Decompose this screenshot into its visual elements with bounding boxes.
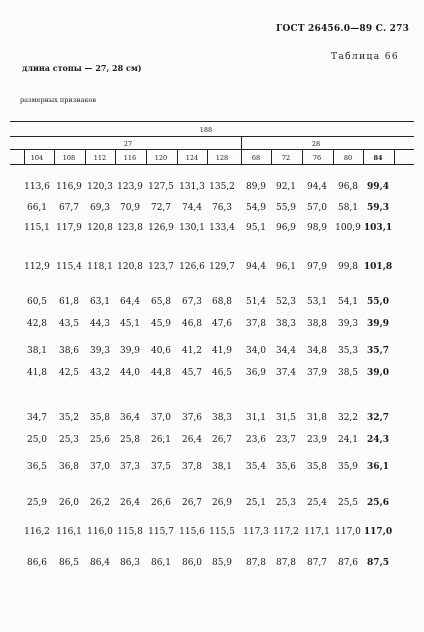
table-cell: 60,5 — [26, 297, 48, 307]
table-cell: 89,9 — [245, 182, 267, 192]
table-cell: 66,1 — [26, 203, 48, 213]
table-cell: 115,5 — [209, 527, 235, 537]
table-label: Таблица 66 — [331, 52, 399, 62]
table-cell: 38,3 — [275, 319, 297, 329]
table-cell: 25,3 — [58, 435, 80, 445]
table-cell: 43,5 — [58, 319, 80, 329]
table-cell: 36,1 — [367, 462, 389, 472]
column-divider — [271, 149, 272, 164]
table-cell: 67,3 — [181, 297, 203, 307]
table-cell: 58,1 — [337, 203, 359, 213]
column-header: 108 — [62, 154, 76, 162]
table-cell: 87,6 — [337, 558, 359, 568]
column-divider — [394, 149, 395, 164]
table-cell: 35,6 — [275, 462, 297, 472]
group-header: 188 — [199, 126, 213, 134]
table-cell: 95,1 — [245, 223, 267, 233]
column-header: 80 — [343, 154, 353, 162]
table-cell: 39,0 — [367, 368, 389, 378]
table-cell: 32,2 — [337, 413, 359, 423]
table-cell: 37,8 — [181, 462, 203, 472]
table-cell: 25,9 — [26, 498, 48, 508]
column-divider — [146, 149, 147, 164]
table-cell: 127,5 — [148, 182, 174, 192]
table-cell: 35,9 — [337, 462, 359, 472]
table-cell: 87,8 — [245, 558, 267, 568]
table-cell: 35,8 — [306, 462, 328, 472]
table-cell: 130,1 — [179, 223, 205, 233]
table-cell: 117,9 — [56, 223, 82, 233]
table-cell: 70,9 — [119, 203, 141, 213]
table-cell: 54,1 — [337, 297, 359, 307]
table-cell: 117,1 — [304, 527, 330, 537]
table-cell: 35,4 — [245, 462, 267, 472]
table-cell: 57,0 — [306, 203, 328, 213]
table-top-rule — [10, 121, 414, 122]
table-cell: 26,4 — [119, 498, 141, 508]
table-cell: 87,7 — [306, 558, 328, 568]
table-cell: 39,3 — [337, 319, 359, 329]
table-cell: 34,7 — [26, 413, 48, 423]
table-cell: 86,6 — [26, 558, 48, 568]
table-cell: 38,1 — [211, 462, 233, 472]
table-cell: 45,1 — [119, 319, 141, 329]
column-header: 116 — [123, 154, 137, 162]
table-cell: 86,0 — [181, 558, 203, 568]
table-cell: 101,8 — [363, 262, 393, 272]
table-cell: 41,8 — [26, 368, 48, 378]
table-cell: 99,4 — [367, 182, 389, 192]
column-divider — [177, 149, 178, 164]
column-divider — [54, 149, 55, 164]
table-cell: 100,9 — [335, 223, 361, 233]
table-cell: 87,8 — [275, 558, 297, 568]
table-cell: 26,7 — [181, 498, 203, 508]
gost-header: ГОСТ 26456.0—89 С. 273 — [276, 24, 410, 34]
table-cell: 25,0 — [26, 435, 48, 445]
table-cell: 25,5 — [337, 498, 359, 508]
table-cell: 31,8 — [306, 413, 328, 423]
table-cell: 44,3 — [89, 319, 111, 329]
table-cell: 36,4 — [119, 413, 141, 423]
table-cell: 43,2 — [89, 368, 111, 378]
table-cell: 117,0 — [335, 527, 361, 537]
table-cell: 64,4 — [119, 297, 141, 307]
table-cell: 34,4 — [275, 346, 297, 356]
table-cell: 86,5 — [58, 558, 80, 568]
table-cell: 35,2 — [58, 413, 80, 423]
table-cell: 117,3 — [243, 527, 269, 537]
column-header: 72 — [281, 154, 291, 162]
column-header: 124 — [185, 154, 199, 162]
table-cell: 98,9 — [306, 223, 328, 233]
table-cell: 115,1 — [24, 223, 50, 233]
table-cell: 94,4 — [306, 182, 328, 192]
table-cell: 94,4 — [245, 262, 267, 272]
table-cell: 117,2 — [273, 527, 299, 537]
subgroup-header-27: 27 — [123, 140, 133, 148]
column-divider — [302, 149, 303, 164]
table-cell: 34,8 — [306, 346, 328, 356]
column-divider — [363, 149, 364, 164]
section-caption: размерных признаков — [20, 96, 97, 104]
table-cell: 34,0 — [245, 346, 267, 356]
table-cell: 113,6 — [24, 182, 50, 192]
table-cell: 37,9 — [306, 368, 328, 378]
table-cell: 37,8 — [245, 319, 267, 329]
table-cell: 97,9 — [306, 262, 328, 272]
table-cell: 24,1 — [337, 435, 359, 445]
table-cell: 37,4 — [275, 368, 297, 378]
table-cell: 37,0 — [150, 413, 172, 423]
column-divider — [24, 149, 25, 164]
table-cell: 40,6 — [150, 346, 172, 356]
table-cell: 39,9 — [367, 319, 389, 329]
column-header: 84 — [373, 154, 383, 162]
table-cell: 115,8 — [117, 527, 143, 537]
table-cell: 37,3 — [119, 462, 141, 472]
column-header: 120 — [154, 154, 168, 162]
table-cell: 87,5 — [367, 558, 389, 568]
table-cell: 36,9 — [245, 368, 267, 378]
table-cell: 131,3 — [179, 182, 205, 192]
subgroup-header-28: 28 — [311, 140, 321, 148]
table-cell: 123,9 — [117, 182, 143, 192]
table-cell: 46,5 — [211, 368, 233, 378]
table-cell: 123,8 — [117, 223, 143, 233]
table-cell: 26,7 — [211, 435, 233, 445]
table-cell: 39,3 — [89, 346, 111, 356]
table-cell: 129,7 — [209, 262, 235, 272]
column-divider — [115, 149, 116, 164]
table-cell: 120,8 — [87, 223, 113, 233]
table-cell: 63,1 — [89, 297, 111, 307]
table-cell: 38,5 — [337, 368, 359, 378]
table-cell: 35,3 — [337, 346, 359, 356]
table-cell: 41,9 — [211, 346, 233, 356]
column-header: 128 — [215, 154, 229, 162]
table-cell: 135,2 — [209, 182, 235, 192]
column-header: 104 — [30, 154, 44, 162]
table-cell: 46,8 — [181, 319, 203, 329]
table-cell: 116,0 — [87, 527, 113, 537]
table-cell: 38,1 — [26, 346, 48, 356]
table-cell: 92,1 — [275, 182, 297, 192]
column-divider — [333, 149, 334, 164]
table-cell: 37,5 — [150, 462, 172, 472]
table-cell: 45,7 — [181, 368, 203, 378]
table-cell: 99,8 — [337, 262, 359, 272]
table-cell: 44,0 — [119, 368, 141, 378]
header-bottom-rule — [10, 164, 414, 165]
table-cell: 117,0 — [363, 527, 393, 537]
table-cell: 65,8 — [150, 297, 172, 307]
table-cell: 72,7 — [150, 203, 172, 213]
table-cell: 55,0 — [367, 297, 389, 307]
table-cell: 123,7 — [148, 262, 174, 272]
column-header: 112 — [93, 154, 107, 162]
table-cell: 115,6 — [179, 527, 205, 537]
table-cell: 36,8 — [58, 462, 80, 472]
table-cell: 112,9 — [24, 262, 50, 272]
table-cell: 53,1 — [306, 297, 328, 307]
table-cell: 96,1 — [275, 262, 297, 272]
table-cell: 26,4 — [181, 435, 203, 445]
table-cell: 103,1 — [363, 223, 393, 233]
table-cell: 116,1 — [56, 527, 82, 537]
table-cell: 24,3 — [367, 435, 389, 445]
table-cell: 45,9 — [150, 319, 172, 329]
table-cell: 26,0 — [58, 498, 80, 508]
table-cell: 86,4 — [89, 558, 111, 568]
table-cell: 26,9 — [211, 498, 233, 508]
table-cell: 23,6 — [245, 435, 267, 445]
table-cell: 35,8 — [89, 413, 111, 423]
table-cell: 126,6 — [179, 262, 205, 272]
table-cell: 85,9 — [211, 558, 233, 568]
table-cell: 25,6 — [89, 435, 111, 445]
table-cell: 96,9 — [275, 223, 297, 233]
subgroup-rule — [10, 149, 414, 150]
table-cell: 26,1 — [150, 435, 172, 445]
table-cell: 55,9 — [275, 203, 297, 213]
table-cell: 25,1 — [245, 498, 267, 508]
table-cell: 37,0 — [89, 462, 111, 472]
table-cell: 41,2 — [181, 346, 203, 356]
table-cell: 52,3 — [275, 297, 297, 307]
table-cell: 25,3 — [275, 498, 297, 508]
table-cell: 26,6 — [150, 498, 172, 508]
table-cell: 32,7 — [367, 413, 389, 423]
table-cell: 54,9 — [245, 203, 267, 213]
table-cell: 39,9 — [119, 346, 141, 356]
table-cell: 59,3 — [367, 203, 389, 213]
table-subtitle: длина стопы — 27, 28 см) — [22, 63, 142, 73]
table-cell: 47,6 — [211, 319, 233, 329]
table-cell: 31,1 — [245, 413, 267, 423]
table-cell: 25,8 — [119, 435, 141, 445]
table-cell: 120,8 — [117, 262, 143, 272]
table-cell: 116,2 — [24, 527, 50, 537]
table-cell: 67,7 — [58, 203, 80, 213]
table-cell: 118,1 — [87, 262, 113, 272]
table-cell: 116,9 — [56, 182, 82, 192]
table-cell: 37,6 — [181, 413, 203, 423]
table-cell: 96,8 — [337, 182, 359, 192]
table-cell: 35,7 — [367, 346, 389, 356]
divider-27-28 — [241, 136, 242, 164]
column-header: 76 — [312, 154, 322, 162]
column-divider — [85, 149, 86, 164]
table-cell: 23,9 — [306, 435, 328, 445]
table-cell: 115,4 — [56, 262, 82, 272]
table-cell: 25,6 — [367, 498, 389, 508]
table-cell: 74,4 — [181, 203, 203, 213]
table-cell: 38,6 — [58, 346, 80, 356]
table-cell: 51,4 — [245, 297, 267, 307]
table-cell: 25,4 — [306, 498, 328, 508]
table-cell: 31,5 — [275, 413, 297, 423]
table-cell: 86,1 — [150, 558, 172, 568]
column-divider — [207, 149, 208, 164]
table-cell: 86,3 — [119, 558, 141, 568]
table-cell: 38,8 — [306, 319, 328, 329]
table-cell: 61,8 — [58, 297, 80, 307]
table-cell: 68,8 — [211, 297, 233, 307]
table-cell: 44,8 — [150, 368, 172, 378]
table-cell: 133,4 — [209, 223, 235, 233]
column-header: 68 — [251, 154, 261, 162]
table-cell: 69,3 — [89, 203, 111, 213]
table-cell: 23,7 — [275, 435, 297, 445]
table-cell: 38,3 — [211, 413, 233, 423]
table-cell: 36,5 — [26, 462, 48, 472]
table-cell: 126,9 — [148, 223, 174, 233]
table-cell: 76,3 — [211, 203, 233, 213]
table-cell: 115,7 — [148, 527, 174, 537]
table-cell: 120,3 — [87, 182, 113, 192]
table-cell: 42,5 — [58, 368, 80, 378]
table-cell: 26,2 — [89, 498, 111, 508]
table-cell: 42,8 — [26, 319, 48, 329]
group-rule — [10, 136, 414, 137]
